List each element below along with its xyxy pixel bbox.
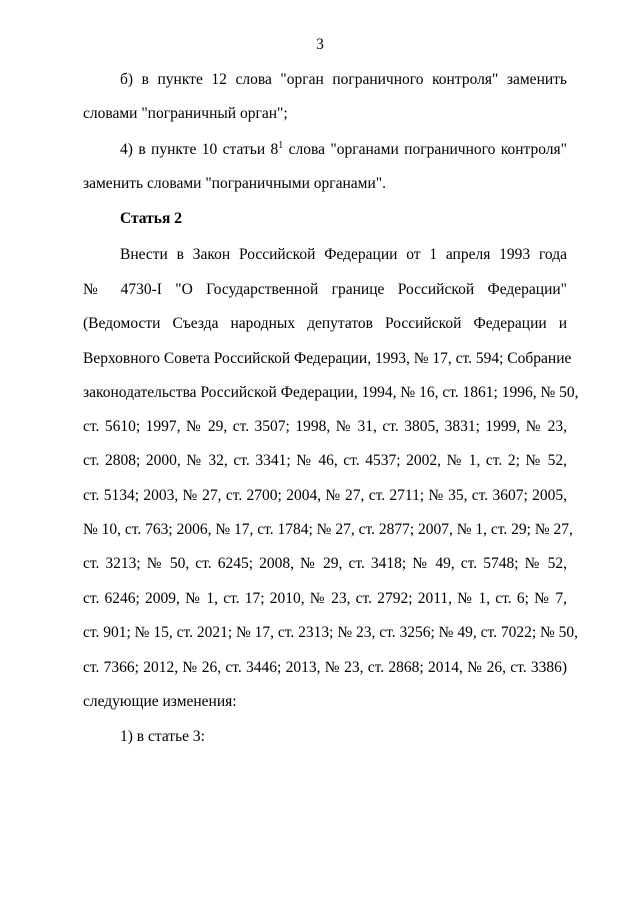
text-fragment: 4) в пункте 10 статьи 8 [120,141,279,158]
text-line: заменить словами "пограничными органами". [83,175,386,192]
text-line: (Ведомости Съезда народных депутатов Российской Федерации и [83,315,567,332]
text-line: ст. 5610; 1997, № 29, ст. 3507; 1998, № 31, ст. 3805, 3831; 1999, № 23, [83,418,567,435]
text-line: Внести в Закон Российской Федерации от 1 апреля 1993 года [120,246,567,263]
text-line: ст. 901; № 15, ст. 2021; № 17, ст. 2313; № 23, ст. 3256; № 49, ст. 7022; № 50, [83,624,579,641]
list-item: 1) в статье 3: [120,728,205,745]
text-fragment: слова "органами пограничного контроля" [283,141,567,158]
article-heading: Статья 2 [120,210,182,227]
text-line [120,141,567,159]
text-line: Верховного Совета Российской Федерации, 1993, № 17, ст. 594; Собрание [83,350,572,367]
text-line: ст. 5134; 2003, № 27, ст. 2700; 2004, № 27, ст. 2711; № 35, ст. 3607; 2005, [83,487,567,504]
text-line: № 4730-I "О Государственной границе Российской Федерации" [83,281,567,298]
text-line: законодательства Российской Федерации, 1994, № 16, ст. 1861; 1996, № 50, [83,384,579,401]
page-number: 3 [316,36,324,53]
text-line: ст. 3213; № 50, ст. 6245; 2008, № 29, ст. 3418; № 49, ст. 5748; № 52, [83,555,567,572]
text-line: словами "пограничный орган"; [83,105,288,122]
text-line: ст. 2808; 2000, № 32, ст. 3341; № 46, ст. 4537; 2002, № 1, ст. 2; № 52, [83,452,567,469]
text-line: ст. 6246; 2009, № 1, ст. 17; 2010, № 23, ст. 2792; 2011, № 1, ст. 6; № 7, [83,590,567,607]
text-line: ст. 7366; 2012, № 26, ст. 3446; 2013, № 23, ст. 2868; 2014, № 26, ст. 3386) [83,659,567,676]
text-line: б) в пункте 12 слова "орган пограничного контроля" заменить [120,71,567,88]
superscript: 1 [278,140,284,151]
text-line: следующие изменения: [83,693,237,710]
text-line: № 10, ст. 763; 2006, № 17, ст. 1784; № 27, ст. 2877; 2007, № 1, ст. 29; № 27, [83,521,573,538]
